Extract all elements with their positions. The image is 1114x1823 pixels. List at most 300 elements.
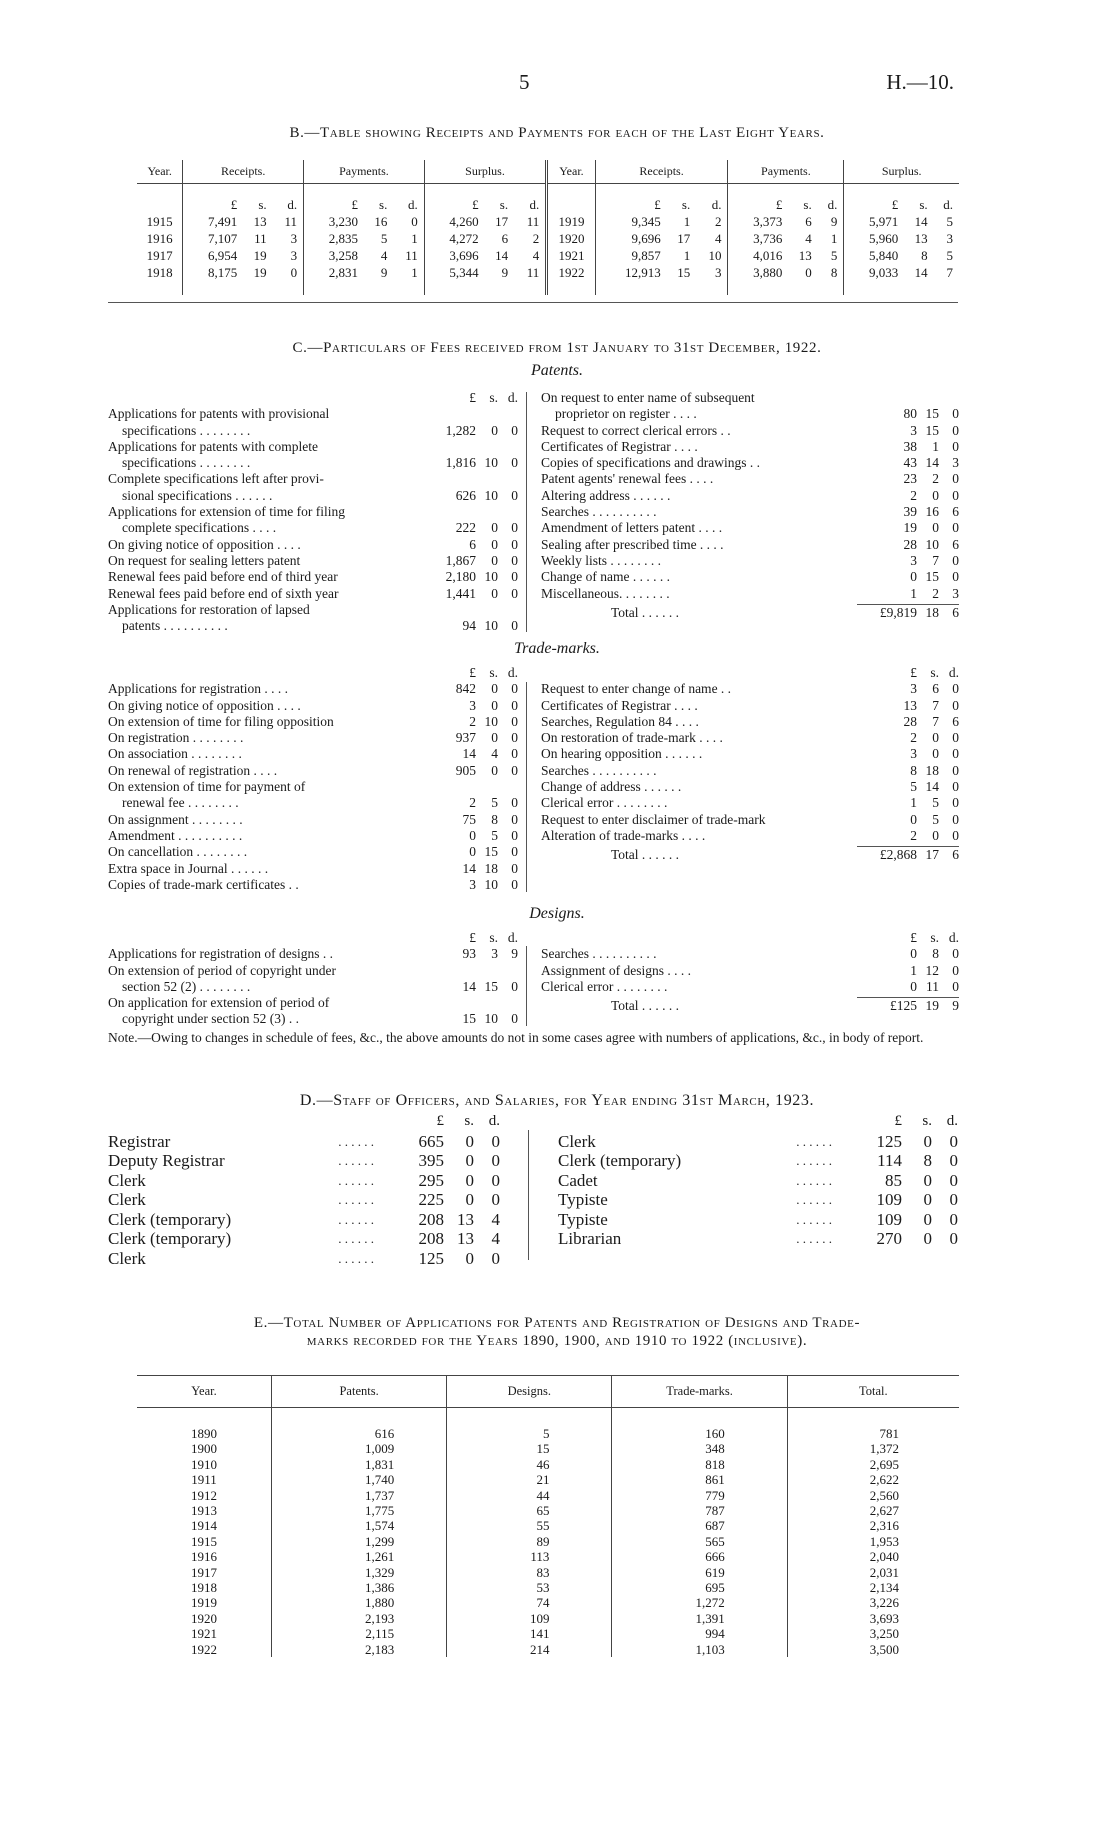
staff-salary bbox=[838, 1210, 958, 1230]
amount-part: £2,868 bbox=[879, 847, 917, 863]
year-cell: 1917 bbox=[146, 248, 173, 263]
fee-amount bbox=[416, 995, 518, 1011]
amount-part: 270 bbox=[876, 1229, 902, 1248]
amount-cell: 12,913 bbox=[595, 264, 665, 281]
count-cell: 1,386 bbox=[272, 1580, 447, 1595]
table-header-cell: Trade-marks. bbox=[612, 1376, 787, 1408]
amount-part: 12 bbox=[925, 962, 939, 978]
amount-cell: 3,736 bbox=[728, 230, 786, 247]
staff-salary bbox=[380, 1249, 500, 1269]
year-cell: 1915 bbox=[191, 1533, 218, 1549]
staff-position: Cadet bbox=[558, 1170, 598, 1190]
table-header-cell: Year. bbox=[137, 160, 183, 184]
fee-amount bbox=[857, 504, 959, 520]
amount-cell: 1 bbox=[683, 248, 691, 263]
amount-cell: 0 bbox=[805, 265, 812, 280]
count-cell: 53 bbox=[447, 1580, 612, 1595]
leader-dots: . . . . . . bbox=[796, 1211, 832, 1227]
fee-row bbox=[108, 406, 518, 422]
amount-cell: 6 bbox=[501, 231, 509, 246]
amount-part bbox=[416, 995, 476, 1011]
count-cell: 160 bbox=[612, 1426, 787, 1441]
fee-amount bbox=[416, 455, 518, 471]
amount-part: 5 bbox=[932, 795, 939, 811]
staff-row bbox=[558, 1229, 958, 1249]
count-cell: 2,627 bbox=[787, 1503, 959, 1518]
fee-amount bbox=[416, 779, 518, 795]
year-cell: 1922 bbox=[191, 1641, 218, 1657]
amount-part: 2 bbox=[910, 730, 917, 746]
amount-part: 0 bbox=[511, 827, 518, 843]
fee-label: On request to enter name of subsequent bbox=[541, 390, 755, 405]
count-cell: 1,299 bbox=[272, 1534, 447, 1549]
count-cell: 2,040 bbox=[787, 1549, 959, 1564]
year-cell: 1914 bbox=[191, 1518, 218, 1534]
fee-label: Amendment . . . . . . . . . . bbox=[108, 827, 243, 843]
unit-spacer bbox=[108, 930, 416, 946]
designs-heading: Designs. bbox=[529, 905, 585, 922]
units-row bbox=[108, 1112, 500, 1132]
fee-row bbox=[541, 520, 959, 536]
count-cell: 44 bbox=[447, 1488, 612, 1503]
amount-part: 19 bbox=[903, 520, 917, 536]
fee-amount bbox=[857, 763, 959, 779]
amount-part: 0 bbox=[491, 520, 498, 536]
fee-row bbox=[108, 963, 518, 979]
staff-salary bbox=[838, 1151, 958, 1171]
amount-cell: 2 bbox=[714, 214, 722, 229]
units-row bbox=[108, 665, 518, 681]
spacer-cell bbox=[787, 1408, 959, 1427]
count-cell: 619 bbox=[612, 1565, 787, 1580]
amount-part: 0 bbox=[949, 1170, 958, 1190]
amount-part bbox=[476, 504, 498, 520]
fee-row bbox=[108, 861, 518, 877]
fee-row bbox=[108, 877, 518, 893]
spacer-cell bbox=[816, 281, 844, 295]
fee-amount bbox=[857, 586, 959, 602]
fee-label: Certificates of Registrar . . . . bbox=[541, 438, 698, 454]
amount-part: 0 bbox=[952, 471, 959, 487]
units-row bbox=[541, 930, 959, 946]
amount-cell: 4 bbox=[805, 231, 812, 246]
fee-row bbox=[108, 423, 518, 439]
fee-amount bbox=[416, 979, 518, 995]
patents-heading: Patents. bbox=[531, 362, 583, 379]
fee-label: Complete specifications left after provi- bbox=[108, 471, 324, 487]
count-cell: 2,193 bbox=[272, 1611, 447, 1626]
fee-label: Searches . . . . . . . . . . bbox=[541, 762, 657, 778]
total-amount bbox=[857, 605, 959, 621]
fee-row bbox=[541, 979, 959, 995]
amount-part: 14 bbox=[462, 978, 476, 994]
table-row bbox=[137, 1472, 959, 1487]
amount-part: 0 bbox=[952, 762, 959, 778]
amount-cell: 4,260 bbox=[424, 213, 482, 230]
fee-row bbox=[108, 488, 518, 504]
amount-cell: 11 bbox=[254, 231, 267, 246]
fee-row bbox=[108, 455, 518, 471]
unit-label: s. bbox=[464, 1113, 474, 1129]
total-row bbox=[541, 605, 959, 621]
amount-part: 75 bbox=[462, 811, 476, 827]
amount-part: 0 bbox=[511, 978, 518, 994]
amount-cell: 11 bbox=[405, 248, 418, 263]
staff-salary bbox=[838, 1171, 958, 1191]
amount-part: 0 bbox=[952, 487, 959, 503]
fee-amount bbox=[857, 553, 959, 569]
amount-cell: 5 bbox=[946, 248, 953, 263]
year-cell: 1921 bbox=[191, 1626, 218, 1642]
amount-cell: 3 bbox=[290, 248, 298, 263]
fee-amount bbox=[416, 844, 518, 860]
amount-cell: 3,230 bbox=[304, 213, 362, 230]
amount-part: 3 bbox=[952, 455, 959, 471]
unit-cell: s. bbox=[681, 197, 691, 212]
leader-dots: . . . . . . bbox=[338, 1133, 374, 1149]
applications-table bbox=[137, 1375, 959, 1657]
fee-label: sional specifications . . . . . . bbox=[122, 487, 273, 503]
amount-part: 8 bbox=[923, 1151, 932, 1170]
fee-row bbox=[541, 423, 959, 439]
table-row bbox=[137, 1488, 959, 1503]
amount-part: 43 bbox=[903, 455, 917, 471]
staff-salary bbox=[838, 1132, 958, 1152]
amount-part: 0 bbox=[932, 520, 939, 536]
year-cell: 1922 bbox=[547, 264, 595, 281]
staff-salary bbox=[838, 1190, 958, 1210]
unit-cell: d. bbox=[943, 197, 953, 212]
fee-amount bbox=[416, 423, 518, 439]
fee-label: Searches, Regulation 84 . . . . bbox=[541, 713, 699, 729]
amount-part: 0 bbox=[949, 1131, 958, 1151]
amount-part: 9 bbox=[952, 998, 959, 1014]
count-cell: 55 bbox=[447, 1518, 612, 1533]
amount-part: 13 bbox=[903, 697, 917, 713]
amount-part bbox=[416, 963, 476, 979]
staff-position: Typiste bbox=[558, 1190, 608, 1209]
spacer-cell bbox=[304, 281, 362, 295]
amount-cell: 17 bbox=[677, 231, 691, 246]
fee-row bbox=[108, 504, 518, 520]
spacer-cell bbox=[272, 1408, 447, 1427]
count-cell: 2,316 bbox=[787, 1518, 959, 1533]
column-divider bbox=[526, 946, 527, 1026]
unit-label: £ bbox=[910, 665, 917, 680]
spacer-cell bbox=[547, 281, 595, 295]
amount-part: 28 bbox=[903, 713, 917, 729]
total-row bbox=[541, 998, 959, 1014]
amount-part: 0 bbox=[511, 585, 518, 601]
table-header-cell: Year. bbox=[137, 1376, 272, 1408]
year-cell: 1911 bbox=[191, 1472, 217, 1488]
fee-label: Request to enter disclaimer of trade-mark bbox=[541, 811, 766, 827]
unit-group bbox=[416, 390, 518, 406]
unit-group bbox=[857, 665, 959, 681]
patents-fees-right bbox=[541, 390, 959, 621]
fee-amount bbox=[416, 586, 518, 602]
amount-part: 6 bbox=[952, 604, 959, 620]
unit-label: £ bbox=[894, 1113, 902, 1129]
fee-label: Request to enter change of name . . bbox=[541, 681, 732, 697]
amount-part bbox=[416, 602, 476, 618]
staff-position: Registrar bbox=[108, 1131, 171, 1151]
spacer-cell bbox=[902, 281, 931, 295]
year-cell: 1890 bbox=[191, 1426, 218, 1441]
amount-part: 6 bbox=[469, 536, 476, 552]
fee-row bbox=[541, 537, 959, 553]
amount-cell: 0 bbox=[290, 265, 298, 280]
amount-cell: 9 bbox=[830, 214, 838, 229]
amount-part: 0 bbox=[949, 1209, 958, 1229]
year-cell: 1918 bbox=[191, 1580, 218, 1596]
count-cell: 83 bbox=[447, 1565, 612, 1580]
total-label: Total . . . . . . bbox=[611, 998, 680, 1014]
count-cell: 1,391 bbox=[612, 1611, 787, 1626]
unit-label: £ bbox=[469, 665, 476, 680]
amount-part: 0 bbox=[949, 1151, 958, 1170]
amount-part: 2 bbox=[932, 471, 939, 487]
amount-part: 13 bbox=[457, 1229, 474, 1248]
unit-spacer bbox=[541, 665, 857, 681]
year-cell: 1915 bbox=[146, 214, 173, 229]
amount-part: 3 bbox=[491, 946, 498, 962]
leader-dots: . . . . . . bbox=[338, 1153, 374, 1168]
fee-amount bbox=[857, 698, 959, 714]
amount-part: 0 bbox=[932, 730, 939, 746]
amount-part: 0 bbox=[491, 585, 498, 601]
fee-amount bbox=[416, 746, 518, 762]
amount-part: 0 bbox=[923, 1229, 932, 1248]
fee-amount bbox=[416, 698, 518, 714]
amount-cell: 5 bbox=[380, 231, 388, 246]
count-cell: 2,134 bbox=[787, 1580, 959, 1595]
amount-part: 10 bbox=[484, 876, 498, 892]
amount-cell: 10 bbox=[708, 248, 722, 263]
unit-cell: s. bbox=[258, 197, 267, 212]
staff-row bbox=[558, 1210, 958, 1230]
staff-salary bbox=[380, 1190, 500, 1210]
amount-part: 6 bbox=[952, 536, 959, 552]
amount-cell: 7 bbox=[946, 265, 953, 280]
amount-part bbox=[416, 406, 476, 422]
amount-cell: 3 bbox=[290, 231, 298, 246]
amount-part: 0 bbox=[952, 962, 959, 978]
unit-label: d. bbox=[488, 1113, 500, 1129]
amount-part: 15 bbox=[925, 569, 939, 585]
count-cell: 1,953 bbox=[787, 1534, 959, 1549]
spacer-cell bbox=[612, 1408, 787, 1427]
staff-salary bbox=[380, 1171, 500, 1191]
amount-cell: 9 bbox=[380, 265, 388, 280]
amount-cell: 9,345 bbox=[595, 213, 665, 230]
amount-part: 14 bbox=[925, 455, 939, 471]
count-cell: 89 bbox=[447, 1534, 612, 1549]
amount-part: 0 bbox=[952, 827, 959, 843]
fee-amount bbox=[857, 828, 959, 844]
table-row bbox=[137, 230, 959, 247]
fee-amount bbox=[416, 439, 518, 455]
amount-part: 0 bbox=[952, 811, 959, 827]
amount-cell: 14 bbox=[495, 248, 509, 263]
staff-position: Clerk (temporary) bbox=[558, 1151, 682, 1170]
amount-part bbox=[498, 439, 518, 455]
staff-row bbox=[558, 1190, 958, 1210]
fee-amount bbox=[416, 406, 518, 422]
fee-row bbox=[541, 730, 959, 746]
fee-amount bbox=[857, 488, 959, 504]
amount-part: 0 bbox=[952, 946, 959, 962]
fee-row bbox=[108, 586, 518, 602]
amount-part: 1 bbox=[910, 795, 917, 811]
table-header-cell: Surplus. bbox=[844, 160, 959, 184]
count-cell: 2,183 bbox=[272, 1642, 447, 1657]
unit-cell: s. bbox=[919, 197, 928, 212]
fee-label: Applications for patents with provisional bbox=[108, 406, 330, 422]
fee-amount bbox=[857, 812, 959, 828]
amount-part: 10 bbox=[925, 536, 939, 552]
amount-part: 1,816 bbox=[445, 455, 476, 471]
fee-label: Applications for registration . . . . bbox=[108, 681, 288, 697]
fee-label: Clerical error . . . . . . . . bbox=[541, 978, 668, 994]
amount-part: 39 bbox=[903, 504, 917, 520]
staff-position: Typiste bbox=[558, 1209, 608, 1229]
table-header-cell: Payments. bbox=[304, 160, 425, 184]
amount-part: 0 bbox=[952, 438, 959, 454]
staff-position: Librarian bbox=[558, 1229, 622, 1248]
column-divider bbox=[526, 392, 527, 632]
count-cell: 687 bbox=[612, 1518, 787, 1533]
count-cell: 113 bbox=[447, 1549, 612, 1564]
amount-part: 0 bbox=[511, 811, 518, 827]
fee-label: On registration . . . . . . . . bbox=[108, 730, 244, 746]
table-e-title-line2: marks recorded for the Years 1890, 1900, and 1910 to 1922 (inclusive). bbox=[306, 1333, 808, 1349]
amount-part: 15 bbox=[925, 406, 939, 422]
document-reference: H.—10. bbox=[886, 70, 954, 94]
fee-label: Patent agents' renewal fees . . . . bbox=[541, 471, 714, 487]
amount-part bbox=[476, 995, 498, 1011]
amount-part: £9,819 bbox=[879, 604, 917, 620]
amount-cell: 5 bbox=[830, 248, 838, 263]
amount-part: 225 bbox=[418, 1190, 444, 1209]
fee-row bbox=[541, 828, 959, 844]
amount-part: 0 bbox=[952, 406, 959, 422]
amount-cell: 9,033 bbox=[844, 264, 902, 281]
count-cell: 15 bbox=[447, 1441, 612, 1456]
table-row bbox=[137, 1426, 959, 1441]
amount-part: 6 bbox=[952, 504, 959, 520]
amount-part: 2 bbox=[469, 713, 476, 729]
amount-cell: 5,971 bbox=[844, 213, 902, 230]
amount-part bbox=[476, 963, 498, 979]
amount-part bbox=[476, 602, 498, 618]
fee-row bbox=[541, 714, 959, 730]
unit-cell: £ bbox=[183, 184, 241, 214]
staff-salary bbox=[380, 1210, 500, 1230]
fee-amount bbox=[857, 569, 959, 585]
amount-part: 4 bbox=[491, 1229, 500, 1248]
amount-part: 3 bbox=[910, 681, 917, 697]
amount-part: 0 bbox=[511, 844, 518, 860]
units-row bbox=[558, 1112, 958, 1132]
fee-row bbox=[541, 795, 959, 811]
amount-part: 0 bbox=[952, 795, 959, 811]
amount-part: 2,180 bbox=[445, 569, 476, 585]
amount-part: 3 bbox=[910, 422, 917, 438]
amount-cell: 1 bbox=[411, 231, 418, 246]
count-cell: 348 bbox=[612, 1441, 787, 1456]
fee-row bbox=[541, 390, 959, 406]
amount-part: 1 bbox=[910, 962, 917, 978]
amount-part: 626 bbox=[455, 487, 476, 503]
total-amount bbox=[857, 998, 959, 1014]
count-cell: 1,740 bbox=[272, 1472, 447, 1487]
table-header-cell: Payments. bbox=[728, 160, 844, 184]
unit-cell: d. bbox=[711, 197, 722, 212]
amount-cell: 3 bbox=[946, 231, 953, 246]
amount-cell: 3,373 bbox=[728, 213, 786, 230]
amount-part bbox=[416, 504, 476, 520]
fee-amount bbox=[416, 828, 518, 844]
total-amount bbox=[857, 847, 959, 863]
count-cell: 3,693 bbox=[787, 1611, 959, 1626]
amount-part: 0 bbox=[491, 697, 498, 713]
amount-part: 0 bbox=[491, 1248, 500, 1268]
amount-part: 9 bbox=[511, 946, 518, 962]
amount-part: 0 bbox=[923, 1170, 932, 1190]
fee-label: On renewal of registration . . . . bbox=[108, 762, 278, 778]
amount-part: 0 bbox=[923, 1209, 932, 1229]
fee-amount bbox=[857, 979, 959, 995]
amount-cell: 13 bbox=[914, 231, 928, 246]
total-row bbox=[541, 847, 959, 863]
staff-row bbox=[108, 1171, 500, 1191]
amount-part: 8 bbox=[932, 946, 939, 962]
amount-cell: 8 bbox=[830, 265, 838, 280]
year-cell: 1920 bbox=[547, 230, 595, 247]
fee-amount bbox=[857, 439, 959, 455]
unit-label: £ bbox=[469, 930, 476, 945]
amount-part: 16 bbox=[925, 504, 939, 520]
fee-amount bbox=[857, 946, 959, 962]
amount-part: 0 bbox=[491, 730, 498, 746]
amount-part: 15 bbox=[462, 1011, 476, 1027]
amount-part: 0 bbox=[469, 844, 476, 860]
fee-row bbox=[541, 586, 959, 602]
fee-amount bbox=[416, 553, 518, 569]
fee-amount bbox=[416, 763, 518, 779]
amount-part: 18 bbox=[925, 604, 939, 620]
count-cell: 1,775 bbox=[272, 1503, 447, 1518]
staff-row bbox=[108, 1210, 500, 1230]
amount-cell: 7,107 bbox=[183, 230, 241, 247]
unit-group bbox=[857, 930, 959, 946]
amount-part: 3 bbox=[469, 876, 476, 892]
fee-row bbox=[541, 779, 959, 795]
amount-cell: 0 bbox=[411, 214, 418, 229]
amount-part: 0 bbox=[910, 978, 917, 994]
fee-label: Change of name . . . . . . bbox=[541, 569, 670, 585]
amount-cell: 17 bbox=[495, 214, 509, 229]
amount-cell: 3,696 bbox=[424, 247, 482, 264]
fee-amount bbox=[857, 730, 959, 746]
amount-part bbox=[857, 390, 917, 406]
leader-dots: . . . . . . bbox=[338, 1231, 374, 1246]
amount-part: 18 bbox=[484, 860, 498, 876]
staff-row bbox=[558, 1132, 958, 1152]
amount-part: 0 bbox=[952, 746, 959, 762]
leader-dots: . . . . . . bbox=[796, 1192, 832, 1207]
